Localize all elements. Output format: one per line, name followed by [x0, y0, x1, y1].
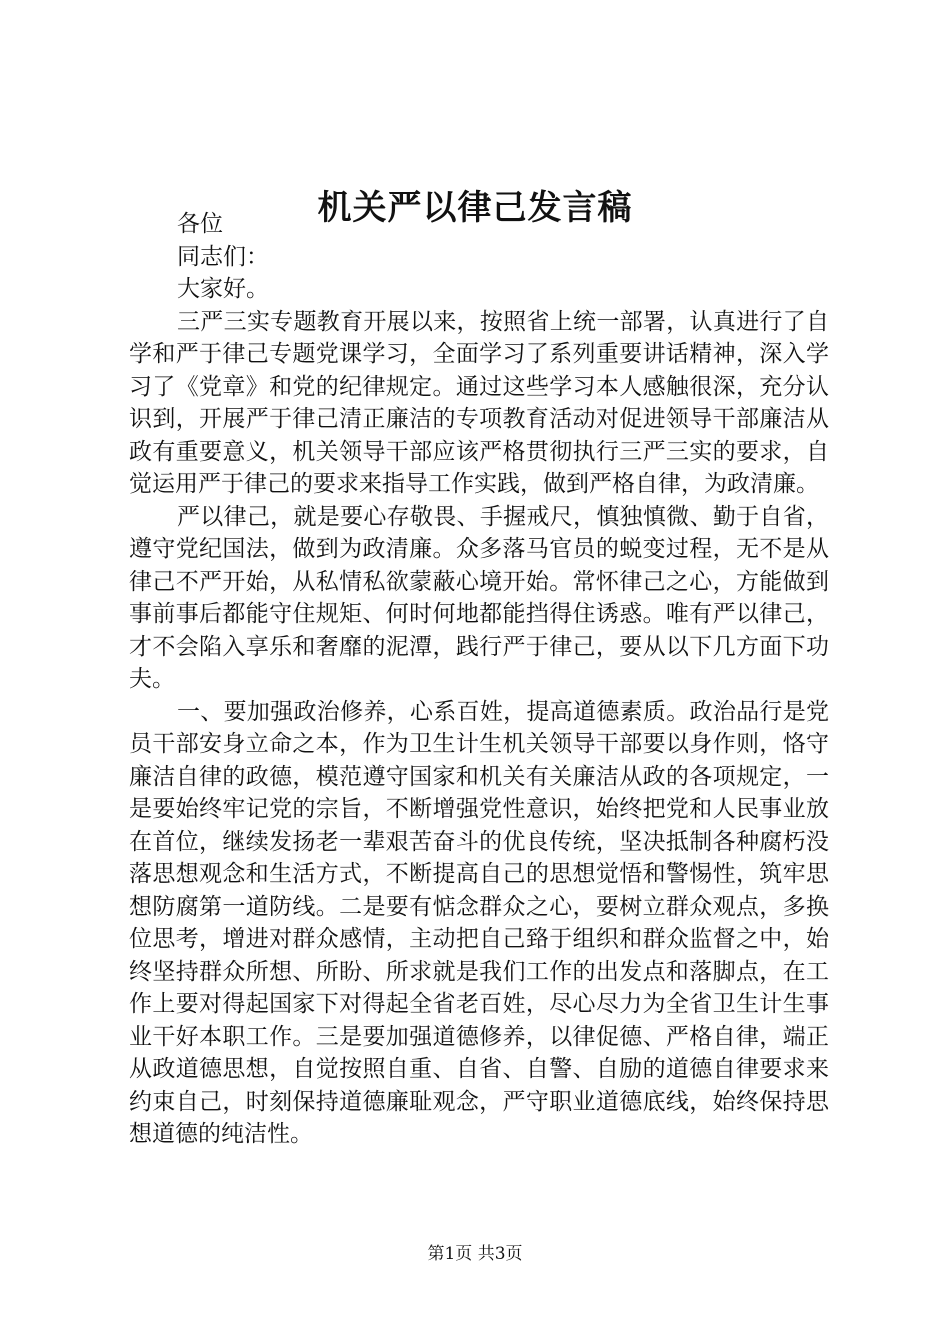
- document-body: [129, 208, 829, 1151]
- greeting-line: 同志们：: [177, 243, 269, 270]
- page-number-footer: 第1页 共3页: [427, 1244, 523, 1264]
- body-paragraph: 三严三实专题教育开展以来，按照省上统一部署，认真进行了自学和严于律己专题党课学习，全面学习了系列重要讲话精神，深入学习了《党章》和党的纪律规定。通过这些学习本人感触很深，充分认识到，开展严于律己清正廉洁的专项教育活动对促进领导干部廉洁从政有重要意义，机关领导干部应该严格贯彻执行三严三实的要求，自觉运用严于律己的要求来指导工作实践，做到严格自律，为政清廉。: [129, 308, 829, 497]
- body-paragraph: 一、要加强政治修养，心系百姓，提高道德素质。政治品行是党员干部安身立命之本，作为卫生计生机关领导干部要以身作则，恪守廉洁自律的政德，模范遵守国家和机关有关廉洁从政的各项规定，一是要始终牢记党的宗旨，不断增强党性意识，始终把党和人民事业放在首位，继续发扬老一辈艰苦奋斗的优良传统，坚决抵制各种腐朽没落思想观念和生活方式，不断提高自己的思想觉悟和警惕性，筑牢思想防腐第一道防线。二是要有惦念群众之心，要树立群众观点，多换位思考，增进对群众感情，主动把自己臵于组织和群众监督之中，始终坚持群众所想、所盼、所求就是我们工作的出发点和落脚点，在工作上要对得起国家下对得起全省老百姓，尽心尽力为全省卫生计生事业干好本职工作。三是要加强道德修养，以律促德、严格自律，端正从政道德思想，自觉按照自重、自省、自警、自励的道德自律要求来约束自己，时刻保持道德廉耻观念，严守职业道德底线，始终保持思想道德的纯洁性。: [129, 698, 829, 1147]
- document-title: 机关严以律己发言稿: [317, 188, 633, 228]
- body-paragraph: 严以律己，就是要心存敬畏、手握戒尺，慎独慎微、勤于自省，遵守党纪国法，做到为政清廉。众多落马官员的蜕变过程，无不是从律己不严开始，从私情私欲蒙蔽心境开始。常怀律己之心，方能做到事前事后都能守住规矩、何时何地都能挡得住诱惑。唯有严以律己，才不会陷入享乐和奢靡的泥潭，践行严于律己，要从以下几方面下功夫。: [129, 503, 829, 692]
- greeting-line: 各位: [177, 211, 223, 237]
- greeting-line: 大家好。: [177, 276, 269, 302]
